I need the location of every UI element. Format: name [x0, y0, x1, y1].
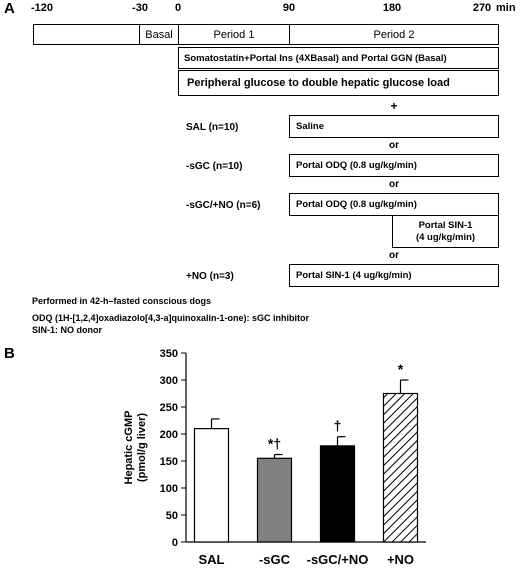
y-axis-label: Hepatic cGMP — [123, 410, 135, 485]
group-label-no: +NO (n=3) — [186, 271, 234, 282]
note-line-1: Performed in 42-h–fasted conscious dogs — [32, 296, 212, 306]
period1-label: Period 1 — [213, 28, 255, 41]
group-label-sal: SAL (n=10) — [186, 122, 239, 133]
x-category-label: SAL — [198, 552, 225, 567]
y-tick-label: 300 — [159, 375, 178, 387]
period2-label: Period 2 — [373, 28, 415, 41]
time-tick-label: 0 — [174, 2, 182, 14]
time-tick-label: -120 — [30, 2, 54, 14]
bar — [258, 458, 292, 542]
group-label-sgc-no: -sGC/+NO (n=6) — [186, 200, 261, 211]
x-category-label: -sGC — [258, 552, 291, 567]
x-category-label: +NO — [386, 552, 415, 567]
treatment-box-saline: Saline — [289, 115, 499, 138]
infusion-box: Somatostatin+Portal Ins (4XBasal) and Portal GGN (Basal) — [178, 47, 499, 69]
time-tick-label: 270 — [472, 2, 492, 14]
glucose-load-box: Peripheral glucose to double hepatic glucose load — [178, 70, 499, 96]
y-tick-label: 50 — [165, 510, 178, 522]
bar — [321, 446, 355, 542]
panel-a-letter: A — [4, 0, 15, 17]
treatment-box-odq-2: Portal ODQ (0.8 ug/kg/min) — [289, 193, 499, 216]
group-label-sgc: -sGC (n=10) — [186, 161, 243, 172]
note-line-2: ODQ (1H-[1,2,4]oxadiazolo[4,3-a]quinoxalin-1-one): sGC inhibitor — [32, 313, 310, 323]
plus-sign: + — [390, 99, 398, 113]
or-separator: or — [389, 140, 399, 151]
x-category-label: -sGC/+NO — [306, 552, 369, 567]
note-line-3: SIN-1: NO donor — [32, 325, 102, 335]
y-axis-label: (pmol/g liver) — [136, 412, 148, 483]
bar — [384, 394, 418, 543]
y-tick-label: 0 — [171, 537, 178, 549]
or-separator: or — [389, 179, 399, 190]
treatment-box-sin1-extra: Portal SIN-1 (4 ug/kg/min) — [392, 215, 499, 248]
significance-mark: *† — [267, 435, 282, 452]
y-tick-label: 200 — [159, 429, 178, 441]
time-tick-label: -30 — [132, 2, 148, 14]
treatment-box-sin1: Portal SIN-1 (4 ug/kg/min) — [289, 264, 499, 287]
y-tick-label: 350 — [159, 348, 178, 360]
significance-mark: † — [333, 417, 342, 434]
panel-b-letter: B — [4, 345, 15, 362]
y-tick-label: 250 — [159, 402, 178, 414]
time-tick-label: 180 — [382, 2, 402, 14]
or-separator: or — [389, 250, 399, 261]
bar — [195, 429, 229, 542]
significance-mark: * — [397, 361, 404, 377]
basal-label: Basal — [145, 28, 173, 41]
y-tick-label: 150 — [159, 456, 178, 468]
time-unit-label: min — [496, 2, 516, 14]
treatment-box-odq: Portal ODQ (0.8 ug/kg/min) — [289, 154, 499, 177]
y-tick-label: 100 — [159, 483, 178, 495]
time-tick-label: 90 — [282, 2, 296, 14]
